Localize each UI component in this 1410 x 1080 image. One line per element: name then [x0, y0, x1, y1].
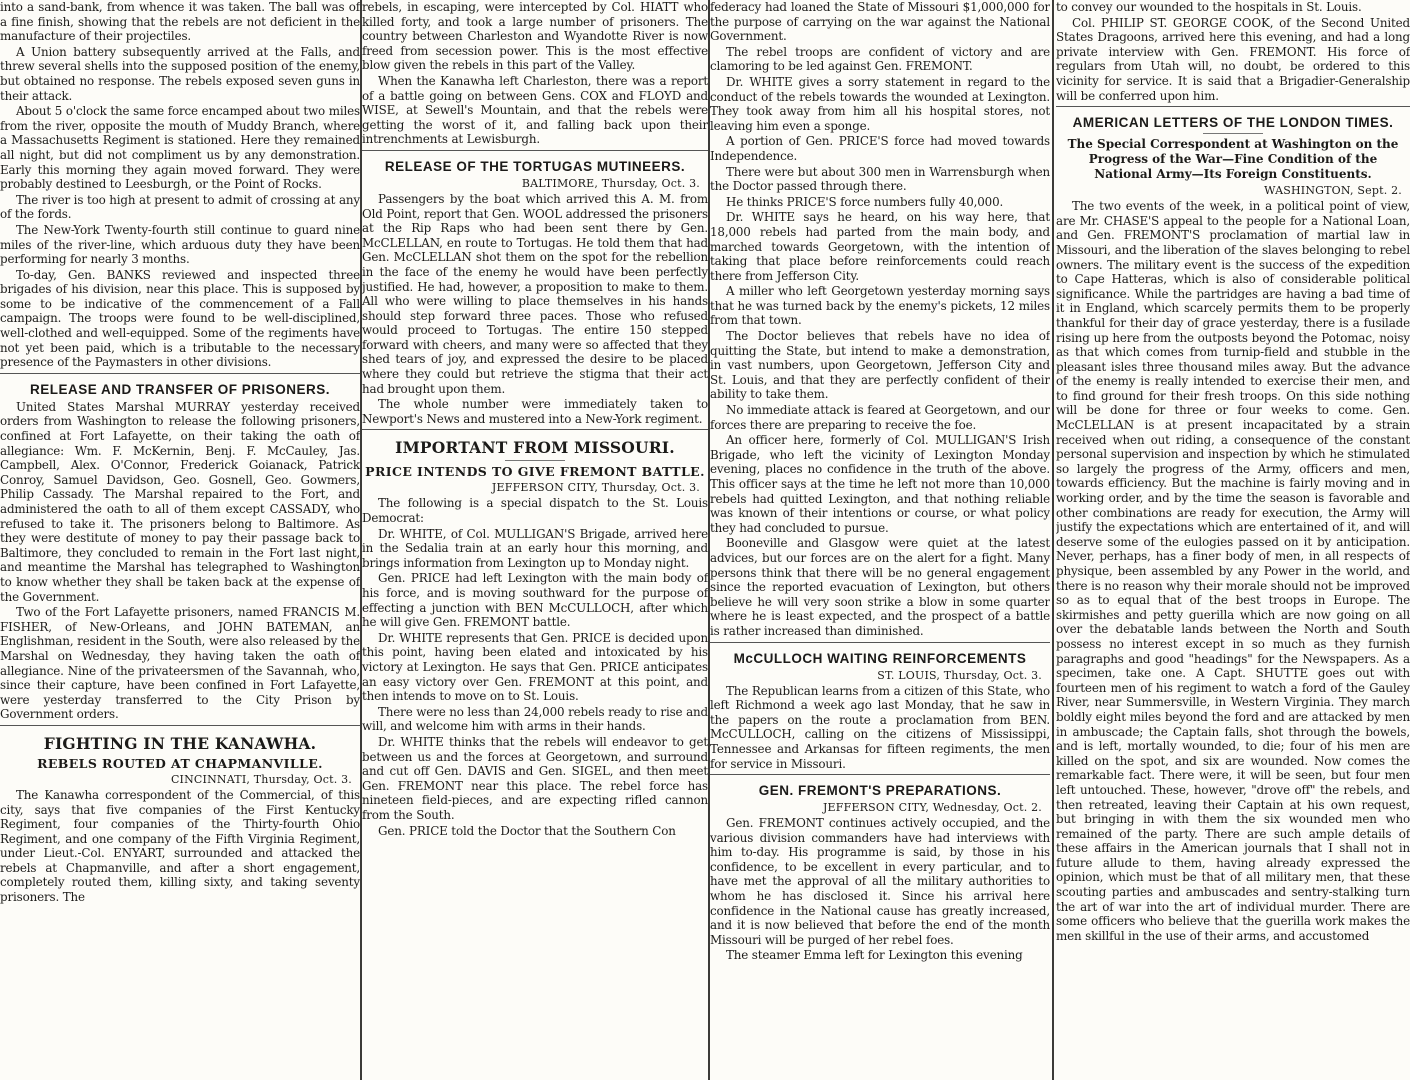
paragraph: The Doctor believes that rebels have no idea of quitting the State, but intend to make a demonstration, in vast numbers, upon Georgetown, Jefferson City and St. Louis, and that they are perfectly confident of their ability to take them. [710, 329, 1050, 402]
paragraph: An officer here, formerly of Col. MULLIGAN'S Irish Brigade, who left the vicinity of Lexington Monday evening, places no confidence in the truth of the above. This officer says at the time he left not more than 10,000 rebels had quitted Lexington, and that nothing reliable was known of their intentions or course, or what policy they had concluded to pursue. [710, 433, 1050, 535]
paragraph: The New-York Twenty-fourth still continue to guard nine miles of the river-line, which arduous duty they have been performing for nearly 3 months. [0, 222, 360, 267]
dateline: BALTIMORE, Thursday, Oct. 3. [521, 176, 700, 190]
article-heading: RELEASE AND TRANSFER OF PRISONERS. [29, 381, 331, 397]
paragraph: Booneville and Glasgow were quiet at the latest advices, but our forces are on the alert for a fight. Many persons think that there will be no general engagement since the reported evacuation of Lexington, but others believe he will very soon strike a blow in some quarter where he is least expected, and the prospect of a battle is rather increased than diminished. [710, 536, 1050, 638]
paragraph: A Union battery subsequently arrived at the Falls, and threw several shells into the supposed position of the enemy, but obtained no response. The rebels exposed seven guns in their attack. [0, 44, 360, 103]
article-subheading: REBELS ROUTED AT CHAPMANVILLE. [37, 755, 323, 771]
column-rule [1052, 0, 1054, 1080]
article-fremont-preparations [710, 774, 1050, 963]
paragraph: The steamer Emma left for Lexington this evening [726, 948, 1023, 963]
paragraph: No immediate attack is feared at Georgetown, and our forces there are preparing to receive the foe. [710, 403, 1050, 432]
article-continued [362, 0, 708, 147]
column-3 [710, 0, 1050, 1080]
article-heading: AMERICAN LETTERS OF THE LONDON TIMES. [1072, 115, 1394, 131]
paragraph: to convey our wounded to the hospitals in St. Louis. [1056, 0, 1362, 14]
paragraph: Dr. WHITE says he heard, on his way here, that 18,000 rebels had parted from the main body, and marched towards Georgetown, with the intention of taking that place before reinforcements could reach there from Jefferson City. [710, 210, 1050, 283]
article-london-times [1056, 106, 1410, 943]
article-heading: RELEASE OF THE TORTUGAS MUTINEERS. [384, 158, 686, 174]
paragraph: When the Kanawha left Charleston, there was a report of a battle going on between Gens. COX and FLOYD and WISE, at Sewell's Mountain, and that the rebels were getting the worst of it, and falling back upon their intrenchments at Lewisburgh. [362, 73, 708, 147]
article-heading: GEN. FREMONT'S PREPARATIONS. [758, 783, 1002, 799]
paragraph: United States Marshal MURRAY yesterday received orders from Washington to release the following prisoners, confined at Fort Lafayette, on their taking the oath of allegiance: Wm. F. McKernin, Benj. F. McCauley, Jas. Campbell, Alex. O'Connor, Frederick Goianack, Patrick Conroy, Samuel Davidson, Geo. Gosnell, Geo. Gowmers, Philip Cassady. The Marshal repaired to the Fort, and administered the oath to all of them except CASSADY, who refused to take it. The prisoners belong to Baltimore. As they were destitute of money to pay their passage back to Baltimore, they concluded to remain in the Fort last night, and meantime the Marshal has telegraphed to Washington to know whether they shall be taken back at the expense of the Government. [0, 399, 360, 604]
paragraph: Col. PHILIP ST. GEORGE COOK, of the Second United States Dragoons, arrived here this evening, and had a long private interview with Gen. FREMONT. His force of regulars from Utah will, no doubt, be ordered to this vicinity for service. It is said that a Brigadier-Generalship will be conferred upon him. [1056, 15, 1410, 103]
paragraph: The Republican learns from a citizen of this State, who left Richmond a week ago last Monday, that he saw in the papers on the route a proclamation from BEN. McCULLOCH, calling on the citizens of Mississippi, Tennessee and Arkansas for fifteen regiments, the men for service in Missouri. [710, 683, 1050, 771]
paragraph: There were but about 300 men in Warrensburgh when the Doctor passed through there. [710, 164, 1050, 194]
paragraph: Passengers by the boat which arrived this A. M. from Old Point, report that Gen. WOOL addressed the prisoners at the Rip Raps who had been sent there by Gen. McCLELLAN, en route to Tortugas. He told them that had Gen. McCLELLAN shot them on the spot for the rebellion in the face of the enemy he would have been perfectly justified. He had, however, a proposition to make to them. All who were willing to place themselves in his hands should step forward three paces. Those who refused would proceed to Tortugas. The entire 150 stepped forward with cheers, and many were so affected that they shed tears of joy, and expressed the desire to be placed where they could but retrieve the stigma that their act had brought upon them. [362, 191, 708, 396]
paragraph: The Kanawha correspondent of the Commercial, of this city, says that five companies of the First Kentucky Regiment, four companies of the Thirty-fourth Ohio Regiment, and one company of the Fifth Virginia Regiment, under Lieut.-Col. ENYART, surrounded and attacked the rebels at Chapmanville, and after a short engagement, completely routed them, killing sixty, and taking seventy prisoners. The [0, 787, 360, 905]
column-1 [0, 0, 360, 1080]
article-missouri [362, 429, 708, 838]
paragraph: into a sand-bank, from whence it was taken. The ball was of a fine finish, showing that the rebels are not deficient in the manufacture of their projectiles. [0, 0, 360, 44]
dateline: JEFFERSON CITY, Thursday, Oct. 3. [491, 481, 700, 495]
paragraph: The following is a special dispatch to the St. Louis Democrat: [362, 496, 708, 526]
article-mcculloch [710, 642, 1050, 772]
paragraph: Dr. WHITE thinks that the rebels will endeavor to get between us and the forces at Georgetown, and surround and cut off Gen. DAVIS and Gen. SIGEL, and then meet Gen. FREMONT near this place. The rebel force has nineteen field-pieces, and are expecting rifled cannon from the South. [362, 734, 708, 822]
paragraph: Gen. PRICE told the Doctor that the Southern Con [378, 823, 676, 838]
paragraph: A miller who left Georgetown yesterday morning says that he was turned back by the enemy's pickets, 12 miles from that town. [710, 284, 1050, 328]
dateline: JEFFERSON CITY, Wednesday, Oct. 2. [822, 801, 1042, 815]
paragraph: A portion of Gen. PRICE'S force had moved towards Independence. [710, 134, 1050, 163]
paragraph: Gen. PRICE had left Lexington with the main body of his force, and is moving southward for the purpose of effecting a junction with BEN McCULLOCH, after which he will give Gen. FREMONT battle. [362, 571, 708, 630]
paragraph: The two events of the week, in a political point of view, are Mr. CHASE'S appeal to the people for a National Loan, and Gen. FREMONT'S proclamation of martial law in Missouri, and the liberation of the slaves belonging to rebel owners. The military event is the success of the expedition to Cape Hatteras, which is also of considerable political significance. While the partridges are having a bad time of it in England, which scarcely permits them to be properly thankful for their day of grace yesterday, there is a fusilade rising up here from the outposts beyond the Potomac, noisy as that which comes from turnip-field and stubble in the pleasant isles three thousand miles away. But the advance of the enemy is really intended to exercise their men, and to find ground for their fresh troops. On this side nothing will be done for three or four weeks to come. Gen. McCLELLAN is at present incapacitated by a strain received when out riding, a consequence of the constant personal supervision and inspection by which he stimulated so largely the progress of the Army, officers and men, towards efficiency. But the machine is fairly moving and in working order, and by the time the season is favorable and other combinations are ready for execution, the Army will justify the expectations which are entertained of it, and will deserve some of the eulogies passed on it by anticipation. Never, perhaps, has a finer body of men, in all respects of physique, been assembled by any Power in the world, and there is no reason why their morale should not be improved so as to equal that of the best troops in Europe. The skirmishes and petty guerilla which are now going on all over the debatable lands between the North and South possess no interest except in so much as they furnish paragraphs and good "headings" for the Newspapers. As a specimen, take one. A Capt. SHUTTE goes out with fourteen men of his regiment to watch a ford of the Gauley River, near Summersville, in Western Virginia. They march boldly eight miles beyond the ford and are attacked by men in ambuscade; the Captain falls, shot through the bowels, and is left, mortally wounded, to die; four of his men are killed on the spot, and six are wounded. Now comes the remarkable fact. There were, it will be seen, but four men left untouched. These, however, "drove off" the rebels, and then retreated, leaving their Captain at his own request, but bringing in with them the six wounded men who remained of the party. There are such ample details of these affairs in the American journals that I shall not in future allude to them, having already expressed the opinion, which must be that of all military men, that these scouting parties and ambuscades and sentry-stalking turn the art of war into the art of individual murder. There are some officers who believe that the guerilla work makes the men skillful in the use of their arms, and accustomed [1056, 199, 1410, 943]
paragraph: To-day, Gen. BANKS reviewed and inspected three brigades of his division, near this place. This is supposed by some to be indicative of the commencement of a Fall campaign. The troops were found to be well-disciplined, well-clothed and well-equipped. Some of the regiments have not yet been paid, which is a tributable to the necessary presence of the Paymasters in other divisions. [0, 267, 360, 370]
divider [505, 460, 565, 461]
paragraph: The whole number were immediately taken to Newport's News and mustered into a New-York regiment. [362, 397, 708, 426]
paragraph: About 5 o'clock the same force encamped about two miles from the river, opposite the mouth of Muddy Branch, where a Massachusetts Regiment is stationed. Here they remained all night, but did not compliment us by any demonstration. Early this morning they again moved forward. They were probably destined to Leesburgh, or the Point of Rocks. [0, 104, 360, 192]
paragraph: The rebel troops are confident of victory and are clamoring to be led against Gen. FREMONT. [710, 44, 1050, 74]
article-subheading: The Special Correspondent at Washington on the Progress of the War—Fine Condition of the National Army—Its Foreign Constituents. [1067, 137, 1399, 182]
column-4 [1056, 0, 1410, 1080]
article-heading: IMPORTANT FROM MISSOURI. [395, 438, 675, 458]
paragraph: The river is too high at present to admit of crossing at any of the fords. [0, 192, 360, 222]
paragraph: He thinks PRICE'S force numbers fully 40,000. [726, 194, 1004, 209]
article-release-prisoners [0, 373, 360, 722]
dateline: WASHINGTON, Sept. 2. [1264, 184, 1402, 198]
paragraph: Two of the Fort Lafayette prisoners, named FRANCIS M. FISHER, of New-Orleans, and JOHN BATEMAN, an Englishman, resident in the South, were also released by the Marshal on Wednesday, they having taken the oath of allegiance. Nine of the privateersmen of the Savannah, who, since their capture, have been confined in Fort Lafayette, were yesterday transferred to the City Prison by Government orders. [0, 605, 360, 722]
column-2 [362, 0, 708, 1080]
paragraph: federacy had loaned the State of Missouri $1,000,000 for the purpose of carrying on the war against the National Government. [710, 0, 1050, 44]
dateline: ST. LOUIS, Thursday, Oct. 3. [877, 668, 1042, 682]
article-continued [0, 0, 360, 370]
article-kanawha [0, 725, 360, 905]
paragraph: Dr. WHITE, of Col. MULLIGAN'S Brigade, arrived here in the Sedalia train at an early hour this morning, and brings information from Lexington up to Monday night. [362, 526, 708, 570]
article-heading: FIGHTING IN THE KANAWHA. [43, 733, 317, 753]
divider [1203, 133, 1263, 134]
paragraph: There were no less than 24,000 rebels ready to rise and will, and welcome him with arms in their hands. [362, 704, 708, 734]
paragraph: rebels, in escaping, were intercepted by Col. HIATT who killed forty, and took a large number of prisoners. The country between Charleston and Wyandotte River is now freed from secession power. This is the most effective blow given the rebels in this part of the Valley. [362, 0, 708, 73]
paragraph: Dr. WHITE represents that Gen. PRICE is decided upon this point, having been elated and intoxicated by his victory at Lexington. He says that Gen. PRICE anticipates an easy victory over Gen. FREMONT at this point, and then intends to move on to St. Louis. [362, 630, 708, 704]
article-continued [1056, 0, 1410, 103]
dateline: CINCINNATI, Thursday, Oct. 3. [170, 772, 352, 786]
article-tortugas [362, 150, 708, 427]
paragraph: Gen. FREMONT continues actively occupied, and the various division commanders have had interviews with him to-day. His programme is said, by those in his confidence, to be excellent in every particular, and to have met the approval of all the military authorities to whom he has disclosed it. Since his arrival here confidence in the National cause has greatly increased, and it is now believed that before the end of the month Missouri will be purged of her rebel foes. [710, 816, 1050, 947]
article-continued [710, 0, 1050, 639]
article-subheading: PRICE INTENDS TO GIVE FREMONT BATTLE. [365, 464, 705, 480]
article-heading: McCULLOCH WAITING REINFORCEMENTS [733, 650, 1027, 666]
paragraph: Dr. WHITE gives a sorry statement in regard to the conduct of the rebels towards the wounded at Lexington. They took away from him all his hospital stores, not leaving him even a sponge. [710, 74, 1050, 133]
